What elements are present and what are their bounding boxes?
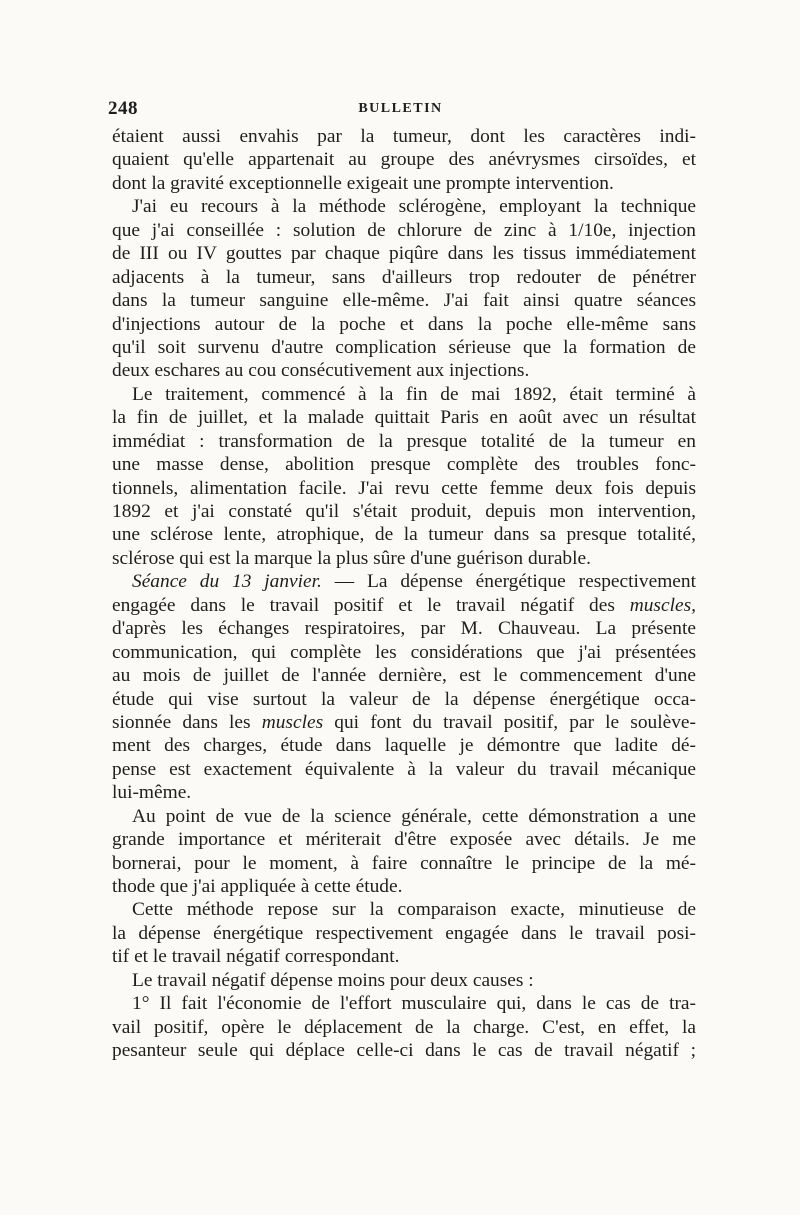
text-line [112,594,696,617]
italic-term: muscles [261,711,324,733]
text-line: immédiat : transformation de la presque totalité de la tumeur en [112,430,696,452]
paragraph [112,805,696,899]
seance-label: Séance du 13 janvier. [132,571,322,593]
text-line: au mois de juillet de l'année dernière, est le commencement d'une [112,665,696,687]
text-line: Le travail négatif dépense moins pour deux causes : [132,969,534,991]
text-line [112,711,696,734]
text-line: quaient qu'elle appartenait au groupe des anévrysmes cirsoïdes, et [112,149,696,171]
text-line: la fin de juillet, et la malade quittait Paris en août avec un résultat [112,407,696,429]
paragraph [112,195,696,383]
text-line: dans la tumeur sanguine elle-même. J'ai fait ainsi quatre séances [112,290,696,312]
page-header [108,98,693,124]
text-line: 1° Il fait l'économie de l'effort musculaire qui, dans le cas de tra- [132,993,696,1015]
text-fragment: — La dépense énergétique respectivement [334,571,696,593]
text-line: communication, qui complète les considérations que j'ai présentées [112,641,696,663]
text-line: lui-même. [112,782,192,804]
text-line: grande importance et mériterait d'être exposée avec détails. Je me [112,829,696,851]
italic-term: muscles, [629,594,696,616]
text-line: tionnels, alimentation facile. J'ai revu cette femme deux fois depuis [112,477,696,499]
text-line: tif et le travail négatif correspondant. [112,946,400,968]
paragraph-seance [112,570,696,804]
text-line: pense est exactement équivalente à la valeur du travail mécanique [112,758,696,780]
paragraph [112,898,696,968]
text-line: étude qui vise surtout la valeur de la dépense énergétique occa- [112,688,696,710]
body-text [112,125,696,1063]
paragraph [112,969,696,992]
text-fragment: engagée dans le travail positif et le travail négatif des [112,594,615,616]
text-line: Au point de vue de la science générale, cette démonstration a une [132,805,696,827]
paragraph [112,383,696,571]
text-line: étaient aussi envahis par la tumeur, dont les caractères indi- [112,126,696,147]
text-line: sclérose qui est la marque la plus sûre d'une guérison durable. [112,547,591,569]
text-line: J'ai eu recours à la méthode sclérogène, employant la technique [132,196,696,218]
text-line: Le traitement, commencé à la fin de mai 1892, était terminé à [132,383,696,405]
text-line: bornerai, pour le moment, à faire connaître le principe de la mé- [112,852,696,874]
text-line: deux eschares au cou consécutivement aux injections. [112,360,530,382]
text-line: la dépense énergétique respectivement engagée dans le travail posi- [112,922,696,944]
text-line: que j'ai conseillée : solution de chlorure de zinc à 1/10e, injection [112,219,696,241]
text-line: adjacents à la tumeur, sans d'ailleurs trop redouter de pénétrer [112,266,696,288]
running-title: BULLETIN [358,101,443,116]
paragraph [112,992,696,1062]
text-fragment: qui font du travail positif, par le soulève- [334,711,696,733]
text-line: une masse dense, abolition presque complète des troubles fonc- [112,454,696,476]
text-line [112,570,696,593]
text-line: pesanteur seule qui déplace celle-ci dans le cas de travail négatif ; [112,1040,696,1062]
text-line: une sclérose lente, atrophique, de la tumeur dans sa presque totalité, [112,524,696,546]
text-line: qu'il soit survenu d'autre complication sérieuse que la formation de [112,336,696,358]
text-fragment: sionnée dans les [112,711,251,733]
text-line: Cette méthode repose sur la comparaison exacte, minutieuse de [132,899,696,921]
text-line: d'injections autour de la poche et dans la poche elle-même sans [112,313,696,335]
text-line: d'après les échanges respiratoires, par M. Chauveau. La présente [112,618,696,640]
text-line: 1892 et j'ai constaté qu'il s'était produit, depuis mon intervention, [112,501,696,522]
page-number: 248 [108,98,138,119]
text-line: ment des charges, étude dans laquelle je démontre que ladite dé- [112,735,696,757]
text-line: thode que j'ai appliquée à cette étude. [112,876,403,897]
text-line: de III ou IV gouttes par chaque piqûre dans les tissus immédiatement [112,243,696,265]
text-line: dont la gravité exceptionnelle exigeait une prompte intervention. [112,172,614,194]
text-line: vail positif, opère le déplacement de la charge. C'est, en effet, la [112,1016,696,1038]
paragraph [112,125,696,195]
